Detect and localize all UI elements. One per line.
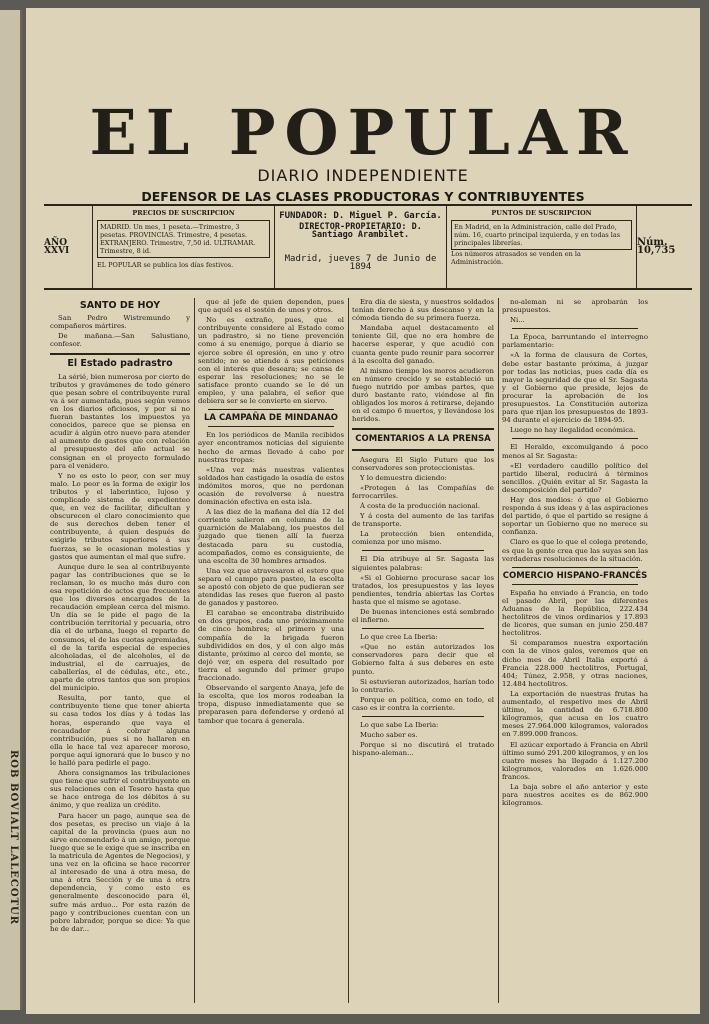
paragraph: Lo que cree La Iberia:: [360, 633, 438, 642]
divider: [362, 716, 484, 717]
paragraph: Si comparamos nuestra exportación con la de vinos galos, veremos que en dicho mes de Abril Italia exportó á Francia 228.000 hectolitros, Portugal, 404; Túnez, 2.958, y otras naciones, 12.484 hectolitros.: [502, 639, 648, 688]
paragraph: El azúcar exportado á Francia en Abril último sumó 291.200 kilogramos, y en los cuatro meses ha llegado á 1.127.200 kilogramos, valorados en 1.626.000 francos.: [502, 740, 648, 781]
adjacent-page-strip: [0, 10, 22, 1010]
paragraph: «El verdadero caudillo político del partido liberal, reducirá á términos sencillos. ¿Quién evitar al Sr. Sagasta la descomposición del partido?: [502, 461, 648, 494]
divider: [512, 584, 638, 585]
divider: [362, 550, 484, 551]
divider: [512, 438, 638, 439]
points-text: En Madrid, en la Administración, calle del Prado, núm. 16, cuarto principal izquierda, y en todas las principales librerías.: [451, 220, 632, 250]
editorial-info: [274, 206, 446, 288]
column-3: [348, 298, 494, 1003]
paragraph: El carabao se encontraba distribuido en dos grupos, cada uno próximamente de cinco hombres; el primero y una compañía de la brigada fueron subdivididos en dos, y el con algo más distante, próximo al cerco del monte, se dejó ver, en espera del resultado por tierra el segundo del primer grupo fraccionado.: [198, 609, 344, 683]
paragraph: La Época, barruntando el interregno parlamentario:: [502, 333, 648, 350]
paragraph: Luego no hay ilegalidad económica.: [510, 426, 636, 435]
paragraph: Y á costa del aumento de las tarifas de transporte.: [352, 512, 494, 529]
paragraph: Ni...: [510, 316, 525, 325]
article-headline: El Estado padrastro: [67, 358, 173, 370]
saint-text: San Pedro Wistremundo y compañeros mártires.: [50, 314, 190, 331]
newspaper-tagline: DEFENSOR DE LAS CLASES PRODUCTORAS Y CONTRIBUYENTES: [141, 189, 585, 204]
masthead: [26, 98, 700, 204]
points-note: Los números atrasados se venden en la Administración.: [451, 250, 581, 266]
paragraph: Á costa de la producción nacional.: [360, 501, 481, 510]
paragraph: «Una vez más nuestras valientes soldados han castigado la osadía de estos indómitos moros, que no perdonan ocasión de revolverse á nuestra dominación efectiva en esta isla.: [198, 465, 344, 507]
subscription-note: EL POPULAR se publica los días festivos.: [97, 261, 234, 269]
article-headline: COMERCIO HISPANO-FRANCÉS: [502, 570, 648, 581]
issue-year: AÑO XXVI: [44, 238, 70, 256]
paragraph: Al mismo tiempo los moros acudieron en número crecido y se estableció un fuego nutrido por ambas partes, que duró bastante rato, viéndose al fin obligados los moros á retirarse, dejando en el campo 6 muertos, y llevándose los heridos.: [352, 366, 494, 424]
divider: [352, 428, 494, 430]
paragraph: La protección bien entendida, comienza por uno mismo.: [352, 530, 494, 547]
divider: [50, 353, 190, 355]
paragraph: no-aleman ni se aprobarán los presupuestos.: [502, 298, 648, 315]
paragraph: «A la forma de clausura de Cortes, debe estar bastante próxima, á juzgar por todas las noticias, pues cada día es mayor la seguridad de que el Sr. Sagasta y el Gobierno que preside, lejos de procurar la aprobación de los presupuestos. La Constitución autoriza para que rijan los presupuestos de 1893-94 durante el ejercicio de 1894-95.: [502, 351, 648, 425]
newspaper-page: [26, 8, 700, 1014]
paragraph: Lo que sabe La Iberia:: [360, 721, 439, 730]
divider: [208, 426, 334, 427]
paragraph: La sérié, bien numerosa por cierto de tributos y gravámenes de todo género que pesan sobre el contribuyente rural va á ser aumentada, pues según vemos en los diarios oficiosos, y por si no fueran bastantes los impuestos ya conocidos, parece que se piensa en acudir á algún otro nuevo para atender al aumento de gastos que con relación al presupuesto del año actual se consignan en el proyecto formulado para el venidero.: [50, 372, 190, 470]
paragraph: Hay dos medios: ó que el Gobierno responda á sus ideas y á las aspiraciones del partido, ó que el partido se resigne á soportar un Gobierno que no merece su confianza.: [502, 495, 648, 537]
paragraph: «Que no están autorizados los conservadores para decir que el Gobierno falta á sus deberes en este punto.: [352, 643, 494, 676]
issue-number: Núm. 10,735: [636, 206, 692, 288]
paragraph: España ha enviado á Francia, en todo el pasado Abril, por las diferentes Aduanas de la República, 222.434 hectolitros de vinos ordinarios y 17.893 de licores, que suman en junio 250.487 hectolitros.: [502, 588, 648, 638]
divider: [512, 328, 638, 329]
article-headline: COMENTARIOS A LA PRENSA: [355, 434, 491, 445]
founder: FUNDADOR: D. Miguel P. García.: [279, 211, 442, 221]
paragraph: En los periódicos de Manila recibidos ayer encontramos noticias del siguiente hecho de armas llevado á cabo por nuestras tropas:: [198, 431, 344, 464]
paragraph: Mucho saber es.: [360, 731, 418, 740]
paragraph: La exportación de nuestras frutas ha aumentado, el respetivo mes de Abril último, la cantidad de 6.718.800 kilogramos, que acusa en los cuatro meses 27.964.000 kilogramos, valorados en 7.899.000 francos.: [502, 689, 648, 739]
newspaper-title: EL POPULAR: [89, 96, 637, 169]
director: DIRECTOR-PROPIETARIO: D. Santiago Arambilet.: [299, 222, 422, 240]
column-4: [498, 298, 648, 1003]
paragraph: Y lo demuestra diciendo:: [360, 473, 447, 482]
paragraph: «Si el Gobierno procurase sacar los tratados, los presupuestos y las leyes pendientes, tendría abiertas las Cortes hasta que el mismo se agotase.: [352, 573, 494, 606]
divider: [362, 628, 484, 629]
paragraph: Ahora consignamos las tribulaciones que tiene que sufrir el contribuyente en sus relaciones con el Tesoro hasta que se hace entrega de los débitos á su ánimo, y que realiza un crédito.: [50, 769, 190, 810]
subscription-prices: [92, 206, 274, 288]
saint-title: SANTO DE HOY: [79, 300, 161, 311]
strip-vertical-text: ROB BOVIALT LALECOTUR: [8, 750, 19, 926]
paragraph: Para hacer un pago, aunque sea de dos pesetas, es preciso un viaje á la capital de la provincia (pues aun no sirve encomendarlo á un amigo, porque luego que se le exige que se inscriba en la matrícula de Agentes de Negocios), y una vez en la oficina se hace recorrer al interesado de una á otra mesa, de una á otra Sección y de una á otra dependencia, y como esto es generalmente desconocido para él, sufre más arduo... Por esta razón de pago y contribuciones cuentan con un pobre labrador, porque se dice: Ya que he de dar...: [50, 811, 190, 933]
paragraph: La baja sobre el año anterior y este para nuestros aceites es de 862.900 kilogramos.: [502, 782, 648, 808]
info-bar: [44, 204, 692, 290]
paragraph: Asegura El Siglo Futuro que los conservadores son proteccionistas.: [352, 455, 494, 472]
paragraph: El Día atribuye al Sr. Sagasta las siguientes palabras:: [352, 555, 494, 572]
subscription-points: [446, 206, 636, 288]
paragraph: Aunque dure le sea al contribuyente pagar las contribuciones que se le reclaman, lo es mucho más duro con esa repetición de actos que frecuentes que los diversos encargados de la recaudación emplean cerca del mismo. Un día se le pide el pago de la contribución territorial y pecuaria, otro día el de urbana, luego el reparto de consumos, el de las cuotas agremiadas, el de la tarifa especial de especies alcoholadas, el de alcoholes, el de industrial, el de carruajes, de caballerías, el de cédulas, etc., etc., aparte de otros tantos que son propios del municipio.: [50, 562, 190, 693]
paragraph: A las diez de la mañana del día 12 del corriente salieron en columna de la guarnición de Malabang, los puestos del juzgado que tienen allí la fuerza destacada para su custodia, acompañados, como es consiguiente, de una escolta de 30 hombres armados.: [198, 508, 344, 565]
paragraph: Claro es que lo que el colega pretende, es que la gente crea que las suyas son las verdaderas resoluciones de la situación.: [502, 538, 648, 563]
paragraph: «Protegen á las Compañías de ferrocarriles.: [352, 483, 494, 500]
paragraph: No es extraño, pues, que el contribuyente considere al Estado como un padrastro, si no tiene prevención como á su enemigo, porque á diario se ejerce sobre él opresión, en uno y otro sentido; no se atiende á sus peticiones con el interés que deseara; se cansa de esperar las resoluciones; no se le satisface pronto cuando se le dé un empleo, y una palabra, el señor que debiera ser se le convierte en siervo.: [198, 316, 344, 406]
subscription-text: MADRID. Un mes, 1 peseta.—Trimestre, 3 pesetas. PROVINCIAS. Trimestre, 4 pesetas. EXTRANJERO. Trimestre, 7,50 id. ULTRAMAR. Trimestre, 8 id.: [97, 220, 270, 258]
divider: [352, 449, 494, 451]
paragraph: Si estuvieran autorizados, harían todo lo contrario.: [352, 677, 494, 694]
paragraph: Resulta, por tanto, que el contribuyente tiene que tener abierta su casa todos los días y á todas las horas, esperando que vaya el recaudador á cobrar alguna contribución, pues si no hallaren en ella le hace tal vez aparecer moroso, porque aquí ignorará que lo busco y no le halló para pedirle el pago.: [50, 694, 190, 767]
paragraph: Mandaba aquel destacamento el teniente Gil, que no era hombre de hacerse esperar, y que acudió con cuanta gente pudo reunir para socorrer á la escolta del ganado.: [352, 324, 494, 365]
newspaper-subtitle: DIARIO INDEPENDIENTE: [257, 166, 469, 185]
points-title: PUNTOS DE SUSCRIPCION: [491, 209, 592, 217]
paragraph: El Heraldo, excomulgando á poco menos al Sr. Sagasta:: [502, 443, 648, 460]
paragraph: Porque en política, como en todo, el caso es ir contra la corriente.: [352, 695, 494, 712]
paragraph: que al jefe de quien dependen, pues que aquél es el sostén de unos y otros.: [198, 298, 344, 315]
column-2: [194, 298, 344, 1003]
article-headline: LA CAMPAÑA DE MINDANAO: [203, 413, 339, 424]
paragraph: Observando el sargento Anaya, jefe de la escolta, que los moros rodeaban la tropa, dispuso inmediatamente que se preparasen para defenderse y ordenó al tambor que tocara á generala.: [198, 684, 344, 725]
divider: [208, 409, 334, 410]
column-1: [50, 298, 190, 1003]
paragraph: Una vez que atravesaron el estero que separa el campo para pasteo, la escolta se apostó con objeto de que pudieran ser atendidas las reses que fueron al pasto de ganados y pastoreo.: [198, 566, 344, 608]
subscription-title: PRECIOS DE SUSCRIPCION: [132, 209, 235, 217]
issue-date: Madrid, jueves 7 de Junio de 1894: [284, 254, 437, 272]
paragraph: De buenas intenciones está sembrado el infierno.: [352, 608, 494, 625]
paragraph: Era día de siesta, y nuestros soldados tenían derecho á sus descanso y en la cómoda tienda de su primera fuerza.: [352, 298, 494, 323]
saint-tomorrow: De mañana.—San Salustiano, confesor.: [50, 332, 190, 349]
divider: [512, 567, 638, 568]
paragraph: Y no es esto lo peor, con ser muy malo. Lo peor es la forma de exigir los tributos y el laberintico, lujoso y complicado sistema de expedienteo que, en vez de facilitar, dificultan y obscurecen el claro conocimiento que de sus derechos deben tener el contribuyente, á quien después de exigirle tributos superiores á sus fuerzas, se le ocasionan molestias y gastos que aumentan el mal que sufre.: [50, 471, 190, 561]
paragraph: Porque si no discutirá el tratado hispano-aleman...: [352, 741, 494, 758]
